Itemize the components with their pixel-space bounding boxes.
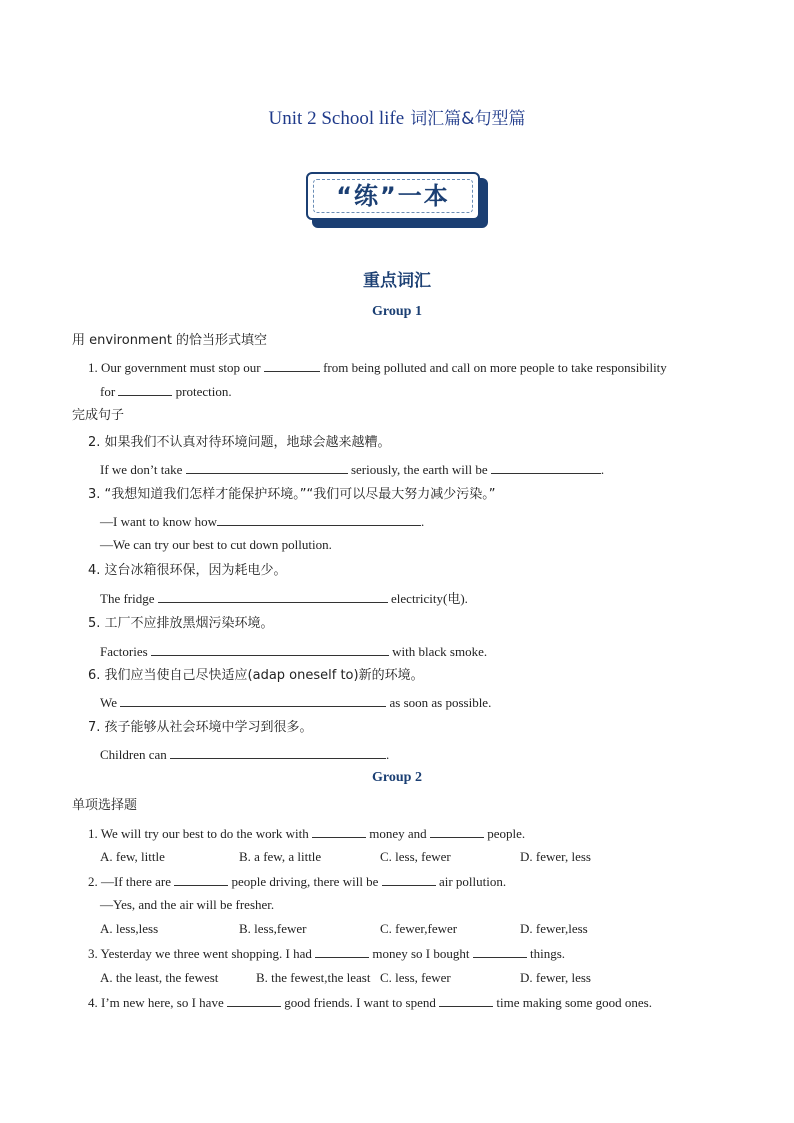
g1-q3-text-b: . [421, 514, 425, 529]
g2-q3-blank-2[interactable] [473, 945, 527, 958]
g2-question-2 [88, 873, 506, 890]
g1-q3-blank[interactable] [217, 513, 421, 526]
page-title [0, 104, 794, 130]
g2-q2-reply: —Yes, and the air will be fresher. [100, 897, 275, 912]
g1-q5-chinese: 5. 工厂不应排放黑烟污染环境。 [88, 616, 274, 631]
g1-q4-text-a: The fridge [100, 591, 155, 606]
g2-q2-text-a: 2. —If there are [88, 874, 172, 889]
g2-q1-text-b: money and [369, 826, 427, 841]
g1-q2-blank-2[interactable] [491, 461, 601, 474]
g1-q5-text-b: with black smoke. [392, 644, 488, 659]
g1-q4-text-b: electricity(电). [391, 591, 468, 606]
g1-q3-english-2: —We can try our best to cut down pollution. [100, 537, 332, 552]
g2-question-3 [88, 945, 565, 962]
group1-instruction-fill: 用 environment 的恰当形式填空 [72, 333, 268, 348]
g1-q7-chinese: 7. 孩子能够从社会环境中学习到很多。 [88, 720, 313, 735]
g2-q1-text-a: 1. We will try our best to do the work with [88, 826, 309, 841]
g1-q5-english [100, 643, 487, 660]
badge-frame [306, 172, 480, 220]
g2-q1-option-c[interactable]: C. less, fewer [380, 849, 451, 864]
g1-q4-chinese: 4. 这台冰箱很环保，因为耗电少。 [88, 563, 287, 578]
g1-q1-blank-1[interactable] [264, 359, 320, 372]
g1-q2-text-a: If we don’t take [100, 462, 183, 477]
g2-q2-blank-1[interactable] [174, 873, 228, 886]
g1-q1-text-d: protection. [175, 384, 232, 399]
g1-q7-blank[interactable] [170, 746, 386, 759]
g2-q1-option-a[interactable]: A. few, little [100, 849, 165, 864]
g1-q3-text-a: —I want to know how [100, 514, 217, 529]
g2-q2-blank-2[interactable] [382, 873, 436, 886]
g1-q4-english [100, 590, 468, 607]
g1-q4-blank[interactable] [158, 590, 388, 603]
g1-q3-english-1 [100, 513, 424, 530]
g1-q1-text-a: 1. Our government must stop our [88, 360, 261, 375]
g2-q3-option-b[interactable]: B. the fewest,the least [256, 970, 371, 985]
g2-q3-option-c[interactable]: C. less, fewer [380, 970, 451, 985]
g2-q1-option-d[interactable]: D. fewer, less [520, 849, 591, 864]
g2-q3-text-c: things. [529, 946, 566, 961]
g2-q2-text-c: air pollution. [438, 874, 507, 889]
g2-q2-option-a[interactable]: A. less,less [100, 921, 159, 936]
g2-q1-option-b[interactable]: B. a few, a little [239, 849, 322, 864]
g2-q1-blank-2[interactable] [430, 825, 484, 838]
badge-text: “练”一本 [336, 182, 450, 210]
g1-q2-text-c: . [600, 462, 605, 477]
g1-q6-english [100, 694, 491, 711]
g1-question-1-line1 [88, 359, 667, 376]
g2-q3-text-a: 3. Yesterday we three went shopping. I had [88, 946, 312, 961]
section-title: 重点词汇 [363, 271, 431, 291]
g2-q4-text-c: time making some good ones. [496, 995, 652, 1010]
group2-label: Group 2 [372, 770, 422, 785]
g2-q1-blank-1[interactable] [312, 825, 366, 838]
g1-q7-text-b: . [386, 747, 390, 762]
g1-q1-text-b: from being polluted and call on more people to take responsibility [323, 360, 667, 375]
g2-question-1 [88, 825, 525, 842]
g1-q5-text-a: Factories [100, 644, 148, 659]
g2-q3-option-d[interactable]: D. fewer, less [520, 970, 591, 985]
g1-q6-text-a: We [100, 695, 117, 710]
g2-q2-option-b[interactable]: B. less,fewer [239, 921, 307, 936]
g2-question-4 [88, 994, 652, 1011]
g2-q4-text-a: 4. I’m new here, so I have [88, 995, 224, 1010]
g1-q5-blank[interactable] [151, 643, 389, 656]
g2-q3-option-a[interactable]: A. the least, the fewest [100, 970, 219, 985]
g1-q6-blank[interactable] [120, 694, 386, 707]
g2-q3-text-b: money so I bought [372, 946, 470, 961]
g2-q4-blank-1[interactable] [227, 994, 281, 1007]
g2-q2-text-b: people driving, there will be [231, 874, 379, 889]
g2-q2-option-c[interactable]: C. fewer,fewer [380, 921, 458, 936]
title-chinese: 词汇篇&句型篇 [410, 109, 526, 129]
g1-q1-text-c: for [100, 384, 116, 399]
g2-q4-text-b: good friends. I want to spend [284, 995, 436, 1010]
g1-q2-chinese: 2. 如果我们不认真对待环境问题，地球会越来越糟。 [88, 435, 391, 450]
group1-label: Group 1 [372, 304, 422, 319]
g2-q1-text-c: people. [487, 826, 526, 841]
g1-q1-blank-2[interactable] [118, 383, 172, 396]
g2-q4-blank-2[interactable] [439, 994, 493, 1007]
g1-q7-text-a: Children can [100, 747, 167, 762]
group2-instruction: 单项选择题 [72, 798, 138, 813]
g1-question-1-line2 [100, 383, 232, 400]
g1-q6-chinese: 6. 我们应当使自己尽快适应(adap oneself to)新的环境。 [88, 668, 424, 683]
g1-q2-blank-1[interactable] [186, 461, 348, 474]
g1-q2-english [100, 461, 604, 478]
g1-q3-chinese: 3. “我想知道我们怎样才能保护环境。”“我们可以尽最大努力减少污染。” [88, 487, 496, 502]
g1-q7-english [100, 746, 389, 763]
practice-badge [306, 172, 490, 230]
g2-q2-option-d[interactable]: D. fewer,less [520, 921, 588, 936]
g1-q2-text-b: seriously, the earth will be [350, 462, 488, 477]
g2-q3-blank-1[interactable] [315, 945, 369, 958]
title-english: Unit 2 School life [268, 108, 405, 129]
g1-q6-text-b: as soon as possible. [389, 695, 492, 710]
group1-instruction-complete: 完成句子 [72, 408, 125, 423]
